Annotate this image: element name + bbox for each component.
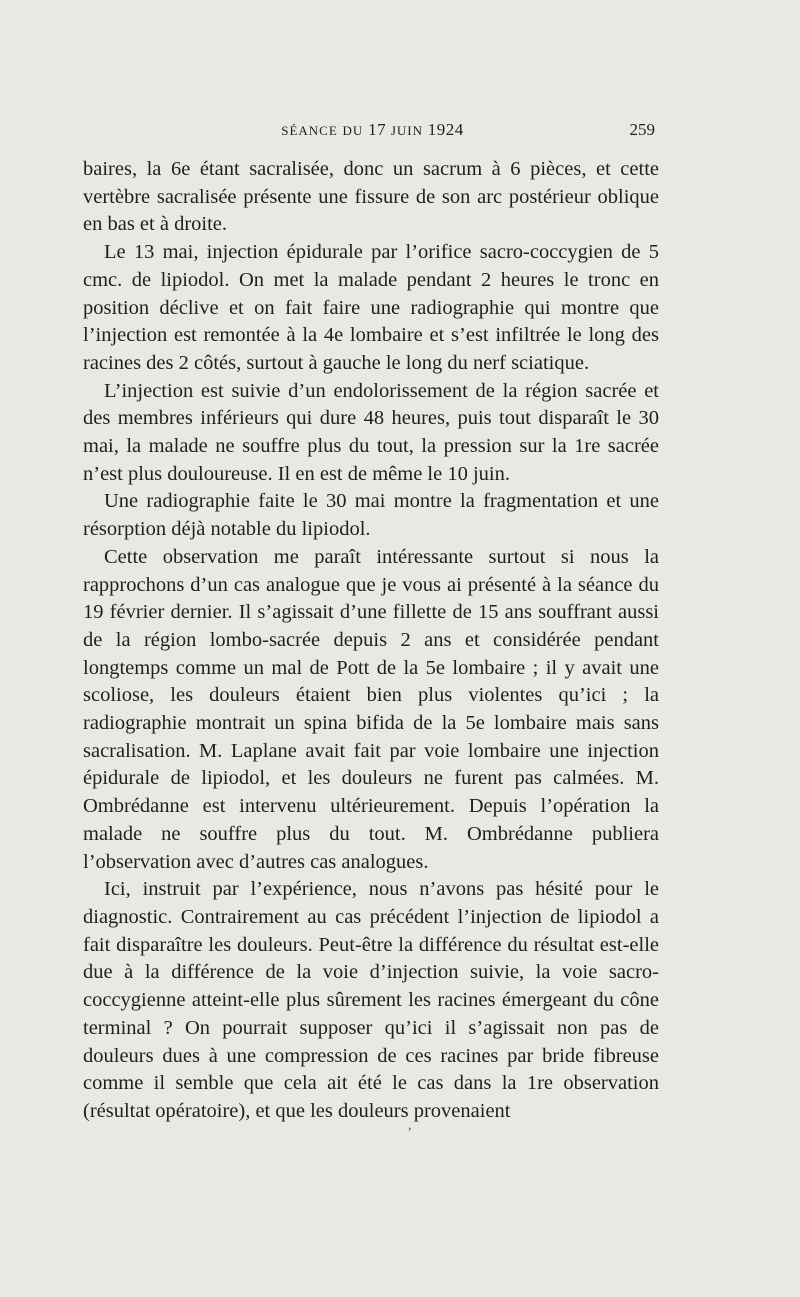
running-title-day: 17 bbox=[368, 120, 387, 139]
paragraph-2: Le 13 mai, injection épidurale par l’orifice sacro-coccygien de 5 cmc. de lipiodol. On met la malade pendant 2 heures le tronc en position déclive et on fait faire une radiographie qui montre que l’injection est remontée à la 4e lombaire et s’est infiltrée le long des racines des 2 côtés, surtout à gauche le long du nerf sciatique. bbox=[83, 241, 659, 374]
paragraph-4: Une radiographie faite le 30 mai montre la fragmentation et une résorption déjà notable du lipiodol. bbox=[83, 490, 659, 541]
running-title-year: 1924 bbox=[427, 120, 464, 139]
page-number: 259 bbox=[629, 120, 655, 139]
paragraph-1: baires, la 6e étant sacralisée, donc un sacrum à 6 pièces, et cette vertèbre sacralisée présente une fissure de son arc postérieur oblique en bas et à droite. bbox=[83, 158, 659, 236]
running-title-month: JUIN bbox=[390, 123, 423, 138]
running-title-word-du: DU bbox=[342, 123, 364, 138]
running-title-word-seance: SÉANCE bbox=[281, 123, 338, 138]
paragraph-6: Ici, instruit par l’expérience, nous n’avons pas hésité pour le diagnostic. Contrairement au cas précédent l’injection de lipiodol a fait disparaître les douleurs. Peut-être la différence du résultat est-elle due à la différence de la voie d’injection suivie, la voie sacro-coccygienne atteint-elle plus sûrement les racines émergeant du cône terminal ? On pourrait supposer qu’ici il s’agissait non pas de douleurs dues à une compression de ces racines par bride fibreuse comme il semble que cela ait été le cas dans la 1re observation (résultat opératoire), et que les douleurs provenaient bbox=[83, 878, 659, 1122]
running-title bbox=[90, 120, 655, 140]
paragraph-5: Cette observation me paraît intéressante surtout si nous la rapprochons d’un cas analogue que je vous ai présenté à la séance du 19 février dernier. Il s’agissait d’une fillette de 15 ans souffrant aussi de la région lombo-sacrée depuis 2 ans et considérée pendant longtemps comme un mal de Pott de la 5e lombaire ; il y avait une scoliose, les douleurs étaient bien plus violentes qu’ici ; la radiographie montrait un spina bifida de la 5e lombaire mais sans sacralisation. M. Laplane avait fait par voie lombaire une injection épidurale de lipiodol, et les douleurs ne furent pas calmées. M. Ombrédanne est intervenu ultérieurement. Depuis l’opération la malade ne souffre plus du tout. M. Ombrédanne publiera l’observation avec d’autres cas analogues. bbox=[83, 545, 659, 873]
paragraph-3: L’injection est suivie d’un endolorissement de la région sacrée et des membres inférieurs qui dure 48 heures, puis tout disparaît le 30 mai, la malade ne souffre plus du tout, la pression sur la 1re sacrée n’est plus douloureuse. Il en est de même le 10 juin. bbox=[83, 379, 659, 485]
page-header bbox=[90, 120, 655, 146]
body-text bbox=[83, 156, 659, 1126]
print-mark: , bbox=[408, 1118, 412, 1133]
